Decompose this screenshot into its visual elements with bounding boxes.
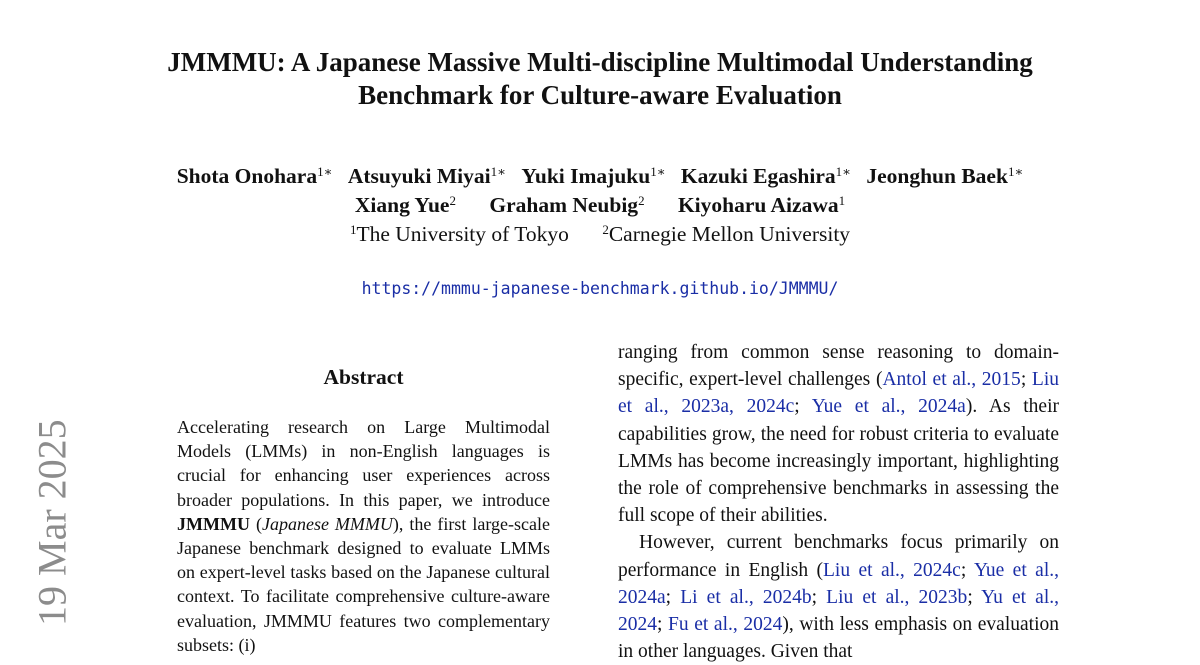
title-line-1: JMMMU: A Japanese Massive Multi-discipline Multimodal Understanding [167,47,1033,77]
affiliation-name: Carnegie Mellon University [608,222,851,246]
benchmark-name: JMMMU [177,513,250,534]
citation-separator: ; [794,396,812,418]
citation-link[interactable]: Yue et al., 2024a [811,396,966,418]
author-name: Yuki Imajuku [521,164,651,188]
citation-separator: ; [960,559,974,581]
citation-link[interactable]: Yue et al., 2024a [618,559,1059,608]
introduction-column [618,339,1059,665]
author-mark: 1∗ [650,164,666,179]
intro-text: However, current benchmarks focus primarily on performance in English ( [618,532,1059,581]
author-mark: 2 [638,193,645,208]
abstract-text: Accelerating research on Large Multimodal Models (LMMs) in non-English languages is crucial for enhancing user experiences across broader populations. In this paper, we introduce [177,417,550,510]
arxiv-date-stamp: 19 Mar 2025 [29,419,75,626]
author-line-1 [0,162,1200,191]
abstract-text: ), the first large-scale Japanese benchmark designed to evaluate LMMs on expert-level tasks based on the Japanese cultural context. To facilitate comprehensive culture-aware evaluation, JMMMU features two complementary subsets: (i) [177,513,550,655]
author-name: Xiang Yue [354,193,450,217]
author-mark: 1 [838,193,846,208]
author-mark: 1∗ [490,164,506,179]
author-mark: 1∗ [1007,164,1024,179]
author-line-2 [0,191,1200,220]
title-line-2: Benchmark for Culture-aware Evaluation [358,80,842,110]
author-name: Atsuyuki Miyai [347,164,491,188]
paper-title [0,46,1200,112]
author-mark: 1∗ [835,164,851,179]
abstract-body [177,415,550,657]
author-block [0,162,1200,249]
citation-link[interactable]: Liu et al., 2024c [822,559,961,581]
benchmark-full-name: Japanese MMMU [261,513,393,534]
citation-link[interactable]: Fu et al., 2024 [668,614,783,636]
citation-separator: ; [1020,369,1032,391]
citation-separator: ; [811,586,827,608]
intro-text: ), with less emphasis on evaluation in other languages. Given that [618,614,1059,663]
author-mark: 2 [449,193,456,208]
affiliation-mark: 1 [349,222,357,237]
author-mark: 1∗ [317,164,333,179]
abstract-heading: Abstract [323,365,404,389]
intro-text: ranging from common sense reasoning to domain-specific, expert-level challenges ( [618,342,1059,391]
citation-link[interactable]: Liu et al., 2023b [826,586,968,608]
author-name: Jeonghun Baek [866,164,1008,188]
abstract-paren: ( [249,513,262,534]
author-name: Graham Neubig [489,193,639,217]
citation-separator: ; [657,614,669,636]
citation-link[interactable]: Yu et al., 2024 [618,586,1059,636]
affiliation-line [0,220,1200,249]
citation-link[interactable]: Antol et al., 2015 [882,369,1021,391]
author-name: Shota Onohara [176,164,318,188]
citation-separator: ; [665,586,681,608]
author-name: Kazuki Egashira [680,164,836,188]
affiliation-mark: 2 [602,222,609,237]
citation-link[interactable]: Li et al., 2024b [680,586,812,608]
citation-separator: ; [967,586,982,608]
intro-paragraph-2 [618,529,1059,665]
intro-text: ). As their capabilities grow, the need for robust criteria to evaluate LMMs has become increasingly important, highlighting the role of comprehensive benchmarks in assessing the full scope of their abilities. [618,396,1059,527]
intro-paragraph-1 [618,339,1059,529]
affiliation-name: The University of Tokyo [356,222,569,246]
project-url-link[interactable]: https://mmmu-japanese-benchmark.github.io/JMMMU/ [361,279,839,298]
citation-link[interactable]: Liu et al., 2023a, 2024c [618,369,1060,418]
author-name: Kiyoharu Aizawa [677,193,839,217]
